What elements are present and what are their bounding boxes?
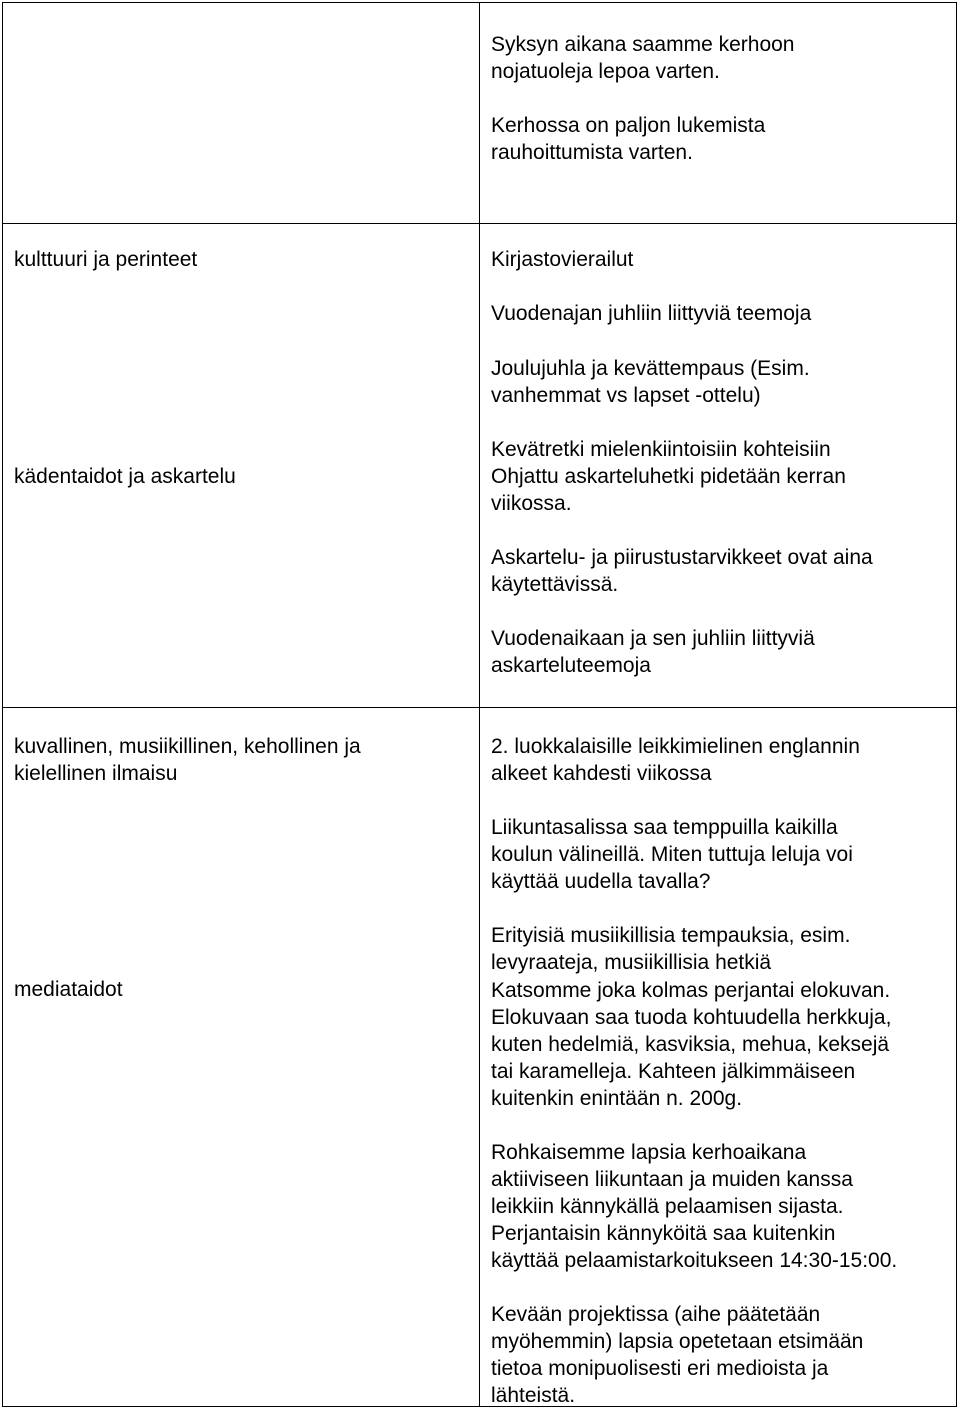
paragraph [491, 625, 815, 679]
paragraph [491, 436, 846, 517]
text-line: aktiiviseen liikuntaan ja muiden kanssa [491, 1168, 853, 1191]
text-line: lähteistä. [491, 1384, 576, 1407]
text-line: käytettävissä. [491, 573, 619, 596]
text-line: myöhemmin) lapsia opetetaan etsimään [491, 1330, 864, 1353]
text-line: Kirjastovierailut [491, 248, 634, 271]
row-label-kulttuuri: kulttuuri ja perinteet [14, 248, 198, 271]
text-line: Syksyn aikana saamme kerhoon [491, 33, 795, 56]
paragraph [491, 246, 633, 273]
paragraph [491, 300, 811, 327]
text-line: Kerhossa on paljon lukemista [491, 114, 766, 137]
text-line: vanhemmat vs lapset -ottelu) [491, 384, 761, 407]
text-line: Kevään projektissa (aihe päätetään [491, 1303, 821, 1326]
paragraph [491, 814, 853, 895]
paragraph [491, 977, 891, 1112]
text-line: levyraateja, musiikillisia hetkiä [491, 951, 772, 974]
column-divider [479, 2, 480, 1407]
paragraph [491, 733, 860, 787]
text-line: tai karamelleja. Kahteen jälkimmäiseen [491, 1060, 856, 1083]
text-line: Ohjattu askarteluhetki pidetään kerran [491, 465, 846, 488]
text-line: nojatuoleja lepoa varten. [491, 60, 720, 83]
text-line: käyttää uudella tavalla? [491, 870, 711, 893]
paragraph [491, 31, 795, 85]
text-line: käyttää pelaamistarkoitukseen 14:30-15:00. [491, 1249, 898, 1272]
text-line: Rohkaisemme lapsia kerhoaikana [491, 1141, 807, 1164]
paragraph [491, 112, 765, 166]
text-line: Liikuntasalissa saa temppuilla kaikilla [491, 816, 838, 839]
text-line: alkeet kahdesti viikossa [491, 762, 712, 785]
text-line: Katsomme joka kolmas perjantai elokuvan. [491, 979, 891, 1002]
text-line: Kevätretki mielenkiintoisiin kohteisiin [491, 438, 831, 461]
text-line: koulun välineillä. Miten tuttuja leluja voi [491, 843, 853, 866]
text-line: Joulujuhla ja kevättempaus (Esim. [491, 357, 810, 380]
paragraph [491, 922, 850, 976]
text-line: tietoa monipuolisesti eri medioista ja [491, 1357, 829, 1380]
text-line: 2. luokkalaisille leikkimielinen englannin [491, 735, 860, 758]
paragraph [491, 355, 810, 409]
row-label-mediataidot: mediataidot [14, 978, 123, 1001]
text-line: kuitenkin enintään n. 200g. [491, 1087, 743, 1110]
text-line: kuten hedelmiä, kasviksia, mehua, keksejä [491, 1033, 890, 1056]
text-line: viikossa. [491, 492, 572, 515]
text-line: Vuodenajan juhliin liittyviä teemoja [491, 302, 812, 325]
row-divider [2, 223, 957, 224]
label-line: kielellinen ilmaisu [14, 762, 178, 785]
text-line: Erityisiä musiikillisia tempauksia, esim. [491, 924, 851, 947]
text-line: askarteluteemoja [491, 654, 651, 677]
paragraph [491, 1139, 897, 1274]
text-line: Perjantaisin kännyköitä saa kuitenkin [491, 1222, 836, 1245]
row-label-kadentaidot: kädentaidot ja askartelu [14, 465, 236, 488]
text-line: Elokuvaan saa tuoda kohtuudella herkkuja, [491, 1006, 892, 1029]
row-label-ilmaisu [14, 733, 361, 787]
row-divider [2, 707, 957, 708]
text-line: leikkiin kännykällä pelaamisen sijasta. [491, 1195, 844, 1218]
text-line: Askartelu- ja piirustustarvikkeet ovat aina [491, 546, 873, 569]
text-line: rauhoittumista varten. [491, 141, 693, 164]
paragraph [491, 544, 873, 598]
text-line: Vuodenaikaan ja sen juhliin liittyviä [491, 627, 815, 650]
label-line: kuvallinen, musiikillinen, kehollinen ja [14, 735, 361, 758]
paragraph [491, 1301, 863, 1409]
